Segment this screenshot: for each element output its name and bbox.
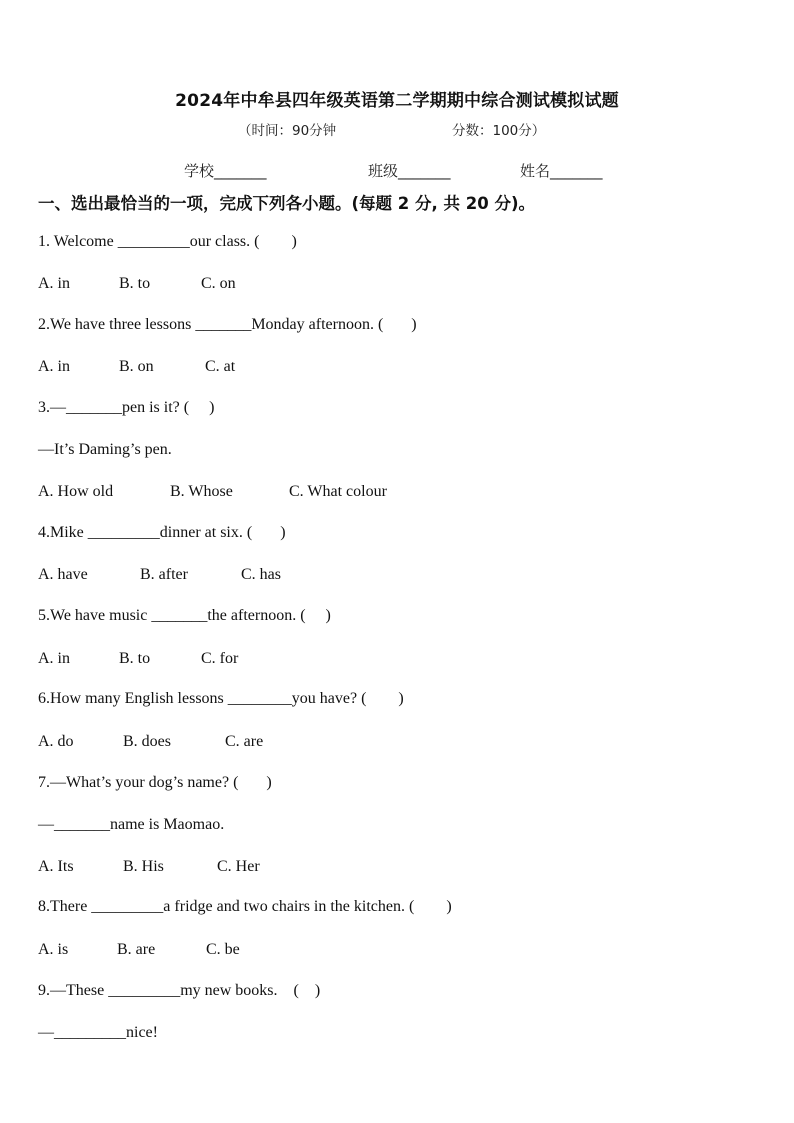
question-4: 4.Mike _________dinner at six. ( )	[38, 524, 286, 541]
q3-option-a: A. How old	[38, 483, 114, 500]
q1-option-b: B. to	[119, 275, 151, 292]
q2-option-b: B. on	[119, 358, 154, 375]
q3-option-b: B. Whose	[170, 483, 233, 500]
q8-option-c: C. be	[206, 941, 240, 958]
q3-option-c: C. What colour	[289, 483, 387, 500]
exam-title: 2024年中牟县四年级英语第二学期期中综合测试模拟试题	[175, 91, 619, 111]
q2-option-a: A. in	[38, 358, 70, 375]
q4-option-b: B. after	[140, 566, 188, 583]
q7-option-a: A. Its	[38, 858, 74, 875]
q8-option-a: A. is	[38, 941, 69, 958]
question-7-answer-line: —_______name is Maomao.	[38, 816, 225, 833]
exam-score: 分数：100分）	[452, 123, 546, 139]
q4-option-c: C. has	[241, 566, 281, 583]
name-field: 姓名_______	[520, 162, 603, 180]
q1-option-c: C. on	[201, 275, 236, 292]
question-6: 6.How many English lessons ________you have? ( )	[38, 690, 404, 707]
q6-option-b: B. does	[123, 733, 171, 750]
q5-option-c: C. for	[201, 650, 239, 667]
question-9: 9.—These _________my new books. ( )	[38, 982, 321, 999]
q8-option-b: B. are	[117, 941, 156, 958]
q5-option-b: B. to	[119, 650, 151, 667]
q6-option-c: C. are	[225, 733, 264, 750]
q7-option-b: B. His	[123, 858, 164, 875]
question-9-answer-line: —_________nice!	[38, 1024, 158, 1041]
question-7: 7.—What’s your dog’s name? ( )	[38, 774, 272, 791]
question-8: 8.There _________a fridge and two chairs in the kitchen. ( )	[38, 898, 452, 915]
class-field: 班级_______	[368, 162, 451, 180]
question-3: 3.—_______pen is it? ( )	[38, 399, 215, 416]
q4-option-a: A. have	[38, 566, 88, 583]
q6-option-a: A. do	[38, 733, 74, 750]
question-3-answer-line: —It’s Daming’s pen.	[38, 441, 172, 458]
school-field: 学校_______	[184, 162, 267, 180]
section-heading: 一、选出最恰当的一项，完成下列各小题。(每题 2 分, 共 20 分)。	[38, 194, 536, 213]
q7-option-c: C. Her	[217, 858, 260, 875]
q5-option-a: A. in	[38, 650, 70, 667]
q1-option-a: A. in	[38, 275, 70, 292]
exam-time: （时间：90分钟	[238, 123, 337, 139]
q2-option-c: C. at	[205, 358, 236, 375]
question-5: 5.We have music _______the afternoon. ( )	[38, 607, 331, 624]
question-1: 1. Welcome _________our class. ( )	[38, 233, 297, 250]
question-2: 2.We have three lessons _______Monday afternoon. ( )	[38, 316, 417, 333]
